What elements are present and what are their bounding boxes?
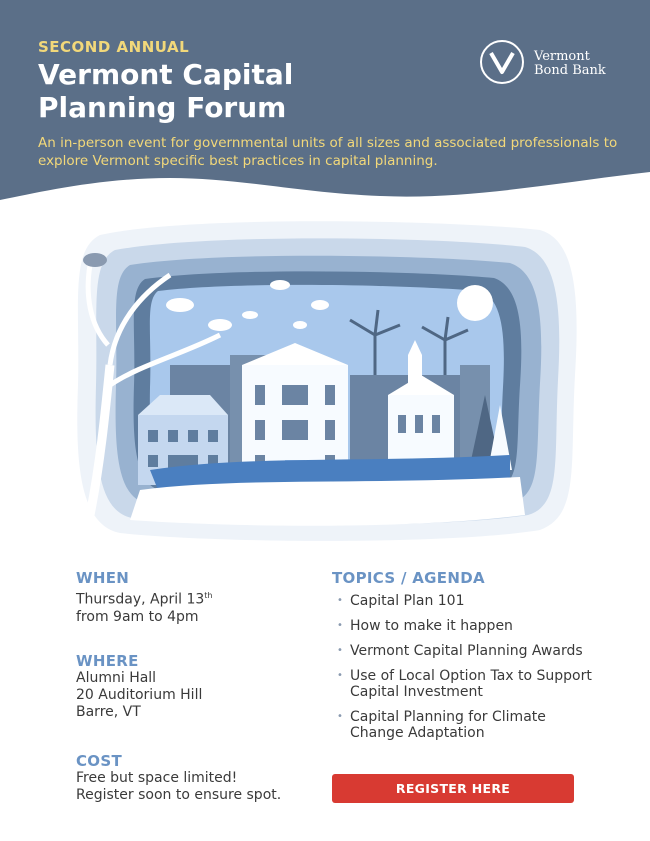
topics-section xyxy=(332,569,602,750)
topic-item: • Capital Plan 101 xyxy=(332,593,602,609)
cost-line-2: Register soon to ensure spot. xyxy=(76,787,282,803)
event-subtitle: An in-person event for governmental units of all sizes and associated professionals to explore Vermont specific best practices in capital planning. xyxy=(38,135,618,169)
when-date-text: Thursday, April 13 xyxy=(76,591,205,608)
paper-cut-vermont-town-icon xyxy=(70,215,580,545)
when-heading: WHEN xyxy=(76,569,130,587)
logo-line-1: Vermont xyxy=(534,49,590,64)
when-date-suffix: th xyxy=(204,591,213,600)
register-button[interactable]: REGISTER HERE xyxy=(332,774,574,803)
topics-list xyxy=(332,593,602,741)
topic-item: • Vermont Capital Planning Awards xyxy=(332,643,602,659)
when-section xyxy=(76,569,212,626)
when-date xyxy=(76,587,212,609)
topic-item: • How to make it happen xyxy=(332,618,602,634)
cost-section xyxy=(76,752,281,804)
logo-line-2: Bond Bank xyxy=(534,63,606,78)
where-section xyxy=(76,652,202,721)
topic-item: • Use of Local Option Tax to Support Capital Investment xyxy=(332,668,602,700)
topic-item: • Capital Planning for Climate Change Adaptation xyxy=(332,709,602,741)
event-kicker: SECOND ANNUAL xyxy=(38,38,190,56)
where-line-3: Barre, VT xyxy=(76,704,141,720)
when-time: from 9am to 4pm xyxy=(76,608,199,625)
header-banner xyxy=(0,0,650,215)
where-heading: WHERE xyxy=(76,652,139,670)
cost-heading: COST xyxy=(76,752,122,770)
where-line-2: 20 Auditorium Hill xyxy=(76,687,203,703)
where-line-1: Alumni Hall xyxy=(76,670,157,686)
logo-wordmark xyxy=(534,50,606,78)
event-title: Vermont Capital Planning Forum xyxy=(38,58,294,124)
topics-heading: TOPICS / AGENDA xyxy=(332,569,485,587)
cost-line-1: Free but space limited! xyxy=(76,770,238,786)
